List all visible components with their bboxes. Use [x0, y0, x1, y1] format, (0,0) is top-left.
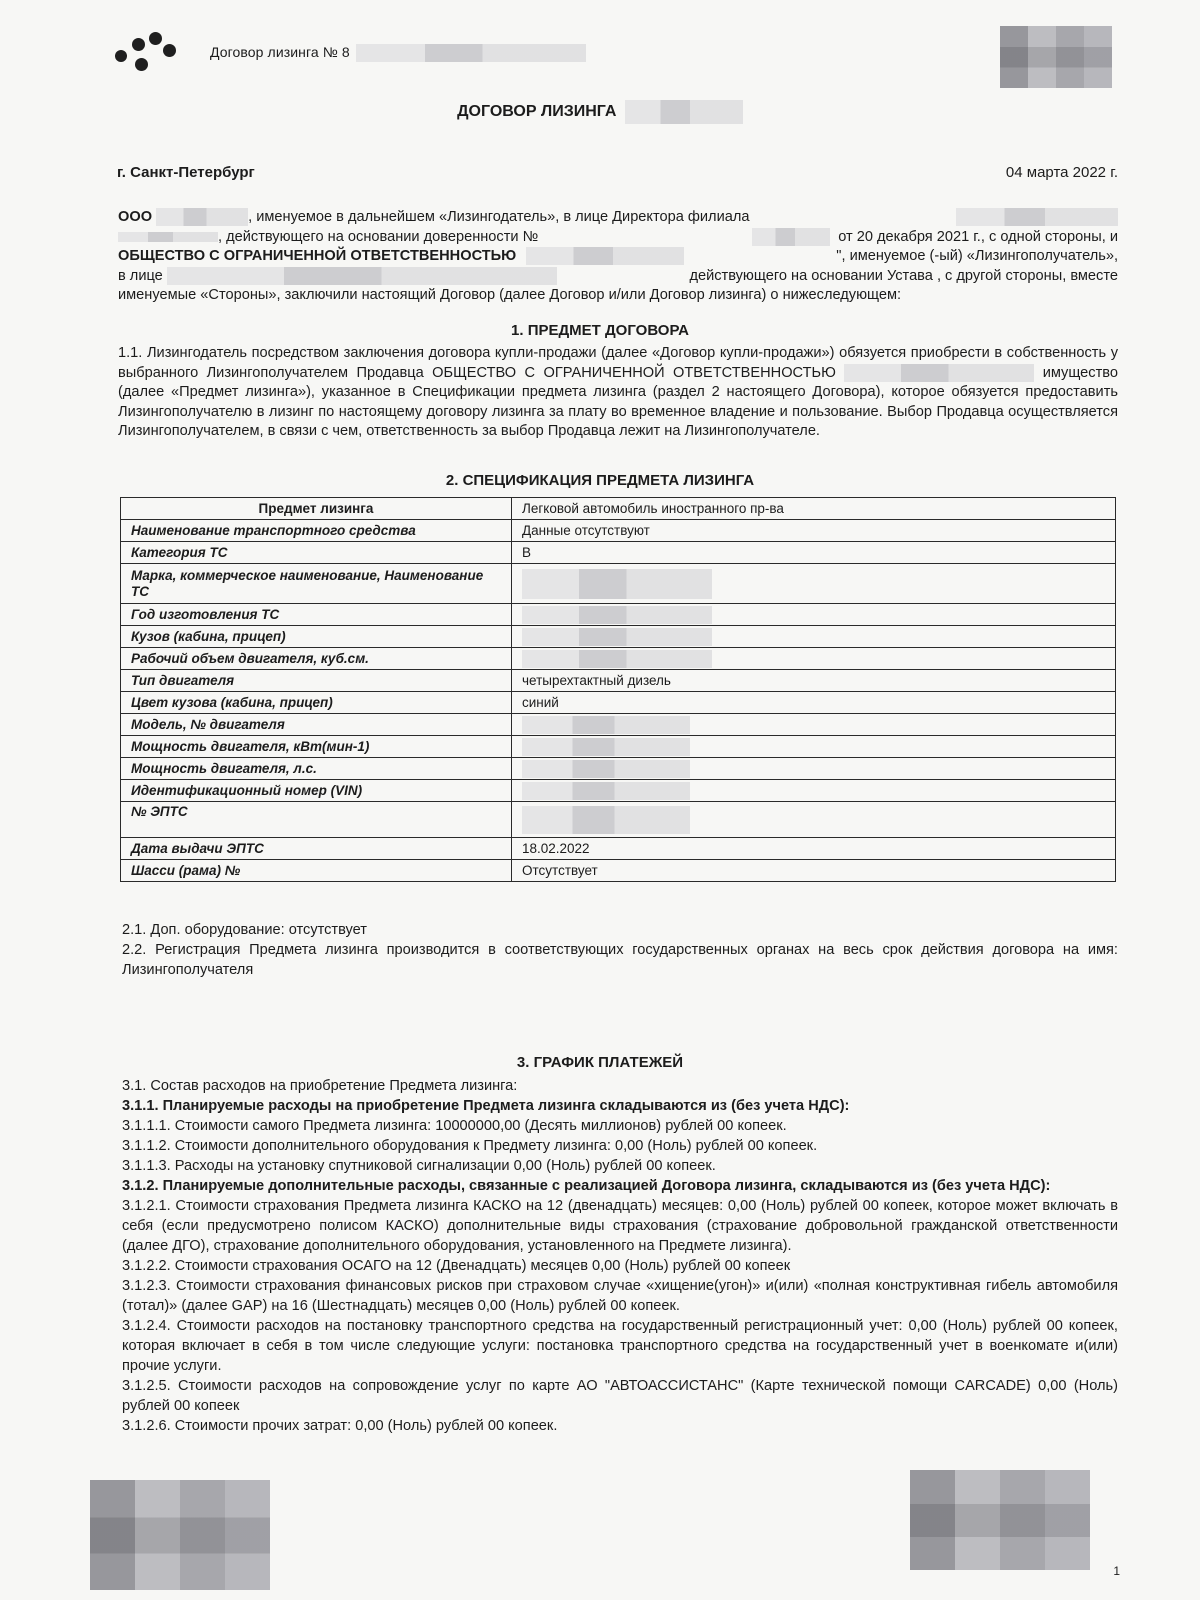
- redacted-block: [522, 760, 690, 778]
- table-row: [121, 780, 1116, 802]
- clause-3-1-2: 3.1.2. Планируемые дополнительные расходы, связанные с реализацией Договора лизинга, складываются из (без учета НДС):: [122, 1178, 1051, 1194]
- row-value: синий: [512, 692, 1116, 714]
- table-row: [121, 736, 1116, 758]
- redacted-block: [522, 716, 690, 734]
- row-value: [512, 780, 1116, 802]
- section-2-notes: [122, 920, 1118, 980]
- row-label: № ЭПТС: [121, 802, 512, 838]
- redacted-block: [356, 44, 586, 62]
- clause-3-1-2-6: 3.1.2.6. Стоимости прочих затрат: 0,00 (Ноль) рублей 00 копеек.: [122, 1418, 558, 1434]
- table-row: [121, 520, 1116, 542]
- redacted-stamp: [1000, 26, 1112, 88]
- clause-3-1-1-3: 3.1.1.3. Расходы на установку спутниковой сигнализации 0,00 (Ноль) рублей 00 копеек.: [122, 1158, 716, 1174]
- section-1-paragraph: 1.1. Лизингодатель посредством заключения договора купли-продажи (далее «Договор купли-продажи») обязуется приобрести в собственность у выбранного Лизингополучателем Продавца ОБЩЕСТВО С ОГРАНИЧЕННОЙ ОТВЕТСТВЕННОСТЬЮ имущество (далее «Предмет лизинга»), указанное в Спецификации предмета лизинга (раздел 2 настоящего Договора), которое обязуется предоставить Лизингополучателю в лизинг по настоящему договору лизинга за плату во временное владение и пользование. Выбор Продавца осуществляется Лизингополучателем, в связи с чем, ответственность за выбор Продавца лежит на Лизингополучателе.: [118, 345, 1118, 439]
- row-value: B: [512, 542, 1116, 564]
- row-value: [512, 736, 1116, 758]
- redacted-block: [522, 782, 690, 800]
- table-row: [121, 670, 1116, 692]
- redacted-signature-left: [90, 1480, 270, 1590]
- section-2-heading: 2. СПЕЦИФИКАЦИЯ ПРЕДМЕТА ЛИЗИНГА: [445, 472, 755, 489]
- row-label: Кузов (кабина, прицеп): [121, 626, 512, 648]
- row-value: [512, 714, 1116, 736]
- clause-3-1-1-1: 3.1.1.1. Стоимости самого Предмета лизинга: 10000000,00 (Десять миллионов) рублей 00 копеек.: [122, 1118, 787, 1134]
- redacted-block: [625, 100, 743, 124]
- clause-3-1-2-1: 3.1.2.1. Стоимости страхования Предмета лизинга КАСКО на 12 (двенадцать) месяцев: 0,00 (Ноль) рублей 00 копеек, которое может включать в себя (если предусмотрено полисом КАСКО) дополнительные виды страхования (страхование добровольной гражданской ответственности (далее ДГО), страхование дополнительного оборудования, установленного на Предмете лизинга).: [122, 1198, 1118, 1254]
- table-row: [121, 648, 1116, 670]
- row-label: Наименование транспортного средства: [121, 520, 512, 542]
- clause-3-1-2-4: 3.1.2.4. Стоимости расходов на постановку транспортного средства на государственный регистрационный учет: 0,00 (Ноль) рублей 00 копеек, которая включает в себя в том числе следующие услуги: постановка транспортного средства на государственный учет в военкомате и(или) прочие услуги.: [122, 1318, 1118, 1374]
- row-value: [512, 604, 1116, 626]
- table-row: [121, 860, 1116, 882]
- row-value: 18.02.2022: [512, 838, 1116, 860]
- row-label: Год изготовления ТС: [121, 604, 512, 626]
- clause-2-2: 2.2. Регистрация Предмета лизинга производится в соответствующих государственных органах на весь срок действия договора на имя: Лизингополучателя: [122, 942, 1118, 978]
- row-value: четырехтактный дизель: [512, 670, 1116, 692]
- row-label: Тип двигателя: [121, 670, 512, 692]
- row-label: Цвет кузова (кабина, прицеп): [121, 692, 512, 714]
- row-label: Модель, № двигателя: [121, 714, 512, 736]
- clause-3-1-2-2: 3.1.2.2. Стоимости страхования ОСАГО на 12 (Двенадцать) месяцев 0,00 (Ноль) рублей 00 копеек: [122, 1258, 791, 1274]
- clause-3-1-1: 3.1.1. Планируемые расходы на приобретение Предмета лизинга складываются из (без учета НДС):: [122, 1098, 850, 1114]
- intro-paragraph: ООО , именуемое в дальнейшем «Лизингодатель», в лице Директора филиала , действующего на основании доверенности № от 20 декабря 2021 г., с одной стороны, и ОБЩЕСТВО С ОГРАНИЧЕННОЙ ОТВЕТСТВЕННОСТЬЮ ", именуемое (-ый) «Лизингополучатель», в лице действующего на основании Устава , с другой стороны, вместе именуемые «Стороны», заключили настоящий Договор (далее Договор и/или Договор лизинга) о нижеследующем:: [118, 209, 1118, 303]
- company-logo: [115, 30, 181, 76]
- redacted-block: [522, 806, 690, 834]
- row-label: Мощность двигателя, кВт(мин-1): [121, 736, 512, 758]
- row-value: [512, 802, 1116, 838]
- clause-3-1: 3.1. Состав расходов на приобретение Предмета лизинга:: [122, 1078, 518, 1094]
- section-1-heading: 1. ПРЕДМЕТ ДОГОВОРА: [511, 322, 689, 339]
- table-header-row: [121, 498, 1116, 520]
- table-row: [121, 542, 1116, 564]
- redacted-block: [522, 738, 690, 756]
- row-label: Мощность двигателя, л.с.: [121, 758, 512, 780]
- specification-table: [120, 497, 1116, 882]
- row-value: [512, 564, 1116, 604]
- table-row: [121, 838, 1116, 860]
- table-row: [121, 604, 1116, 626]
- redacted-block: [522, 650, 712, 668]
- table-row: [121, 714, 1116, 736]
- clause-3-1-1-2: 3.1.1.2. Стоимости дополнительного оборудования к Предмету лизинга: 0,00 (Ноль) рублей 00 копеек.: [122, 1138, 818, 1154]
- contract-date: 04 марта 2022 г.: [1005, 164, 1118, 181]
- row-label: Шасси (рама) №: [121, 860, 512, 882]
- clause-2-1: 2.1. Доп. оборудование: отсутствует: [122, 922, 367, 938]
- row-label: Идентификационный номер (VIN): [121, 780, 512, 802]
- row-value: [512, 626, 1116, 648]
- row-label: Марка, коммерческое наименование, Наименование ТС: [121, 564, 512, 604]
- clause-3-1-2-5: 3.1.2.5. Стоимости расходов на сопровождение услуг по карте АО "АВТОАССИСТАНС" (Карте технической помощи CARCADE) 0,00 (Ноль) рублей 00 копеек: [122, 1378, 1118, 1414]
- header-contract-ref: Договор лизинга № 8: [210, 44, 586, 62]
- row-label: Рабочий объем двигателя, куб.см.: [121, 648, 512, 670]
- row-value: [512, 648, 1116, 670]
- redacted-signature-right: [910, 1470, 1090, 1570]
- row-value: Отсутствует: [512, 860, 1116, 882]
- table-row: [121, 692, 1116, 714]
- row-value: [512, 758, 1116, 780]
- page-number: 1: [1113, 1564, 1120, 1578]
- row-label: Категория ТС: [121, 542, 512, 564]
- redacted-block: [522, 606, 712, 624]
- row-label: Дата выдачи ЭПТС: [121, 838, 512, 860]
- clause-3-1-2-3: 3.1.2.3. Стоимости страхования финансовых рисков при страховом случае «хищение(угон)» и(или) «полная конструктивная гибель автомобиля (тотал)» (далее GAP) на 16 (Шестнадцать) месяцев 0,00 (Ноль) рублей 00 копеек.: [122, 1278, 1118, 1314]
- table-row: [121, 802, 1116, 838]
- redacted-block: [522, 569, 712, 599]
- table-header-left: Предмет лизинга: [121, 498, 512, 520]
- row-value: Данные отсутствуют: [512, 520, 1116, 542]
- section-3-body: [122, 1076, 1118, 1436]
- table-header-right: Легковой автомобиль иностранного пр-ва: [512, 498, 1116, 520]
- table-row: [121, 758, 1116, 780]
- document-title: ДОГОВОР ЛИЗИНГА: [0, 100, 1200, 124]
- city: г. Санкт-Петербург: [117, 164, 255, 181]
- section-3-heading: 3. ГРАФИК ПЛАТЕЖЕЙ: [516, 1054, 684, 1071]
- redacted-block: [522, 628, 712, 646]
- table-row: [121, 564, 1116, 604]
- table-row: [121, 626, 1116, 648]
